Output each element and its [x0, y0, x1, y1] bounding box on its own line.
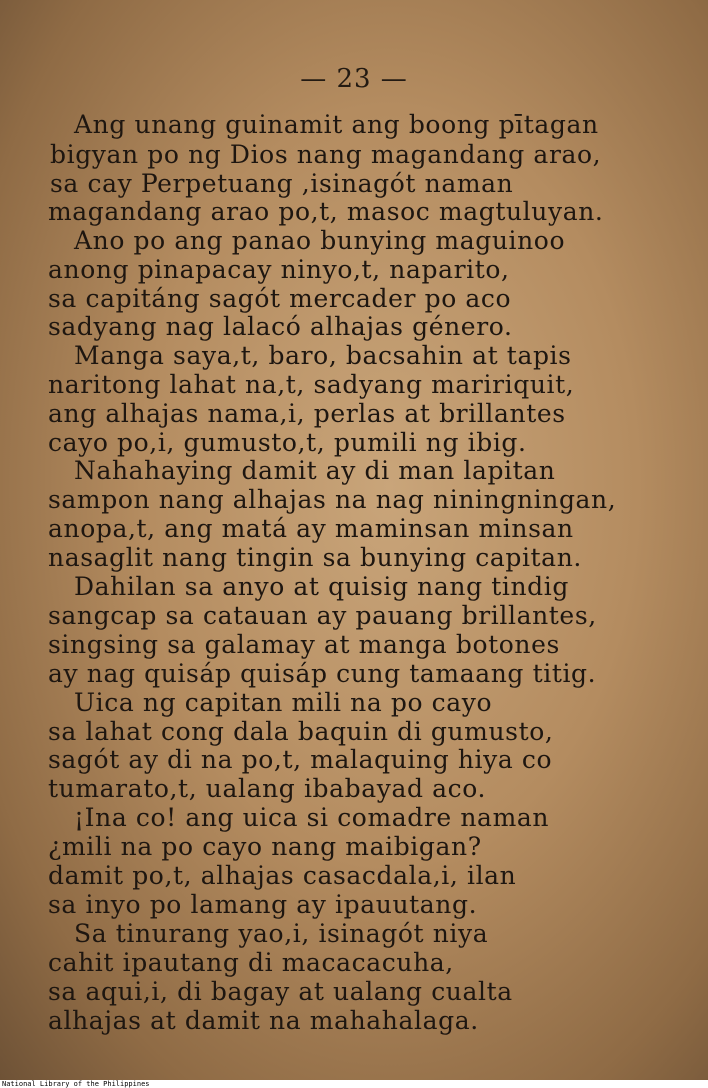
- text-line: singsing sa galamay at manga botones: [48, 630, 560, 659]
- text-line: ay nag quisáp quisáp cung tamaang titig.: [48, 659, 597, 688]
- text-line: Ano po ang panao bunying maguinoo: [74, 226, 566, 255]
- text-line: Manga saya,t, baro, bacsahin at tapis: [74, 341, 572, 370]
- text-line: sangcap sa catauan ay pauang brillantes,: [48, 601, 597, 630]
- text-line: sadyang nag lalacó alhajas género.: [48, 312, 513, 341]
- text-line: Nahahaying damit ay di man lapitan: [74, 456, 556, 485]
- text-line: tumarato,t, ualang ibabayad aco.: [48, 774, 487, 803]
- text-line: alhajas at damit na mahahalaga.: [48, 1006, 479, 1035]
- text-line: ¡Ina co! ang uica si comadre naman: [74, 803, 550, 832]
- text-line: sa capitáng sagót mercader po aco: [48, 284, 512, 313]
- text-line: Sa tinurang yao,i, isinagót niya: [74, 919, 489, 948]
- text-line: bigyan po ng Dios nang magandang arao,: [50, 140, 602, 169]
- text-line: Uica ng capitan mili na po cayo: [74, 688, 493, 717]
- text-line: Ang unang guinamit ang boong pītagan: [74, 110, 599, 139]
- text-line: sa aqui,i, di bagay at ualang cualta: [48, 977, 513, 1006]
- text-line: sa lahat cong dala baquin di gumusto,: [48, 717, 554, 746]
- text-line: cahit ipautang di macacacuha,: [48, 948, 454, 977]
- text-line: naritong lahat na,t, sadyang maririquit,: [48, 370, 575, 399]
- text-line: nasaglit nang tingin sa bunying capitan.: [48, 543, 582, 572]
- text-line: ¿mili na po cayo nang maibigan?: [48, 832, 482, 861]
- text-line: anopa,t, ang matá ay maminsan minsan: [48, 514, 574, 543]
- footer-strip: [0, 1080, 708, 1088]
- text-line: sa inyo po lamang ay ipauutang.: [48, 890, 478, 919]
- text-line: Dahilan sa anyo at quisig nang tindig: [74, 572, 569, 601]
- page-number: — 23 —: [300, 64, 408, 94]
- text-line: anong pinapacay ninyo,t, naparito,: [48, 255, 510, 284]
- text-line: sampon nang alhajas na nag niningningan,: [48, 485, 617, 514]
- footer-credit: National Library of the Philippines: [2, 1080, 150, 1088]
- text-line: sa cay Perpetuang ,isinagót naman: [50, 169, 514, 198]
- text-line: damit po,t, alhajas casacdala,i, ilan: [48, 861, 517, 890]
- text-line: sagót ay di na po,t, malaquing hiya co: [48, 745, 553, 774]
- text-line: cayo po,i, gumusto,t, pumili ng ibig.: [48, 428, 527, 457]
- text-line: ang alhajas nama,i, perlas at brillantes: [48, 399, 566, 428]
- text-line: magandang arao po,t, masoc magtuluyan.: [48, 197, 604, 226]
